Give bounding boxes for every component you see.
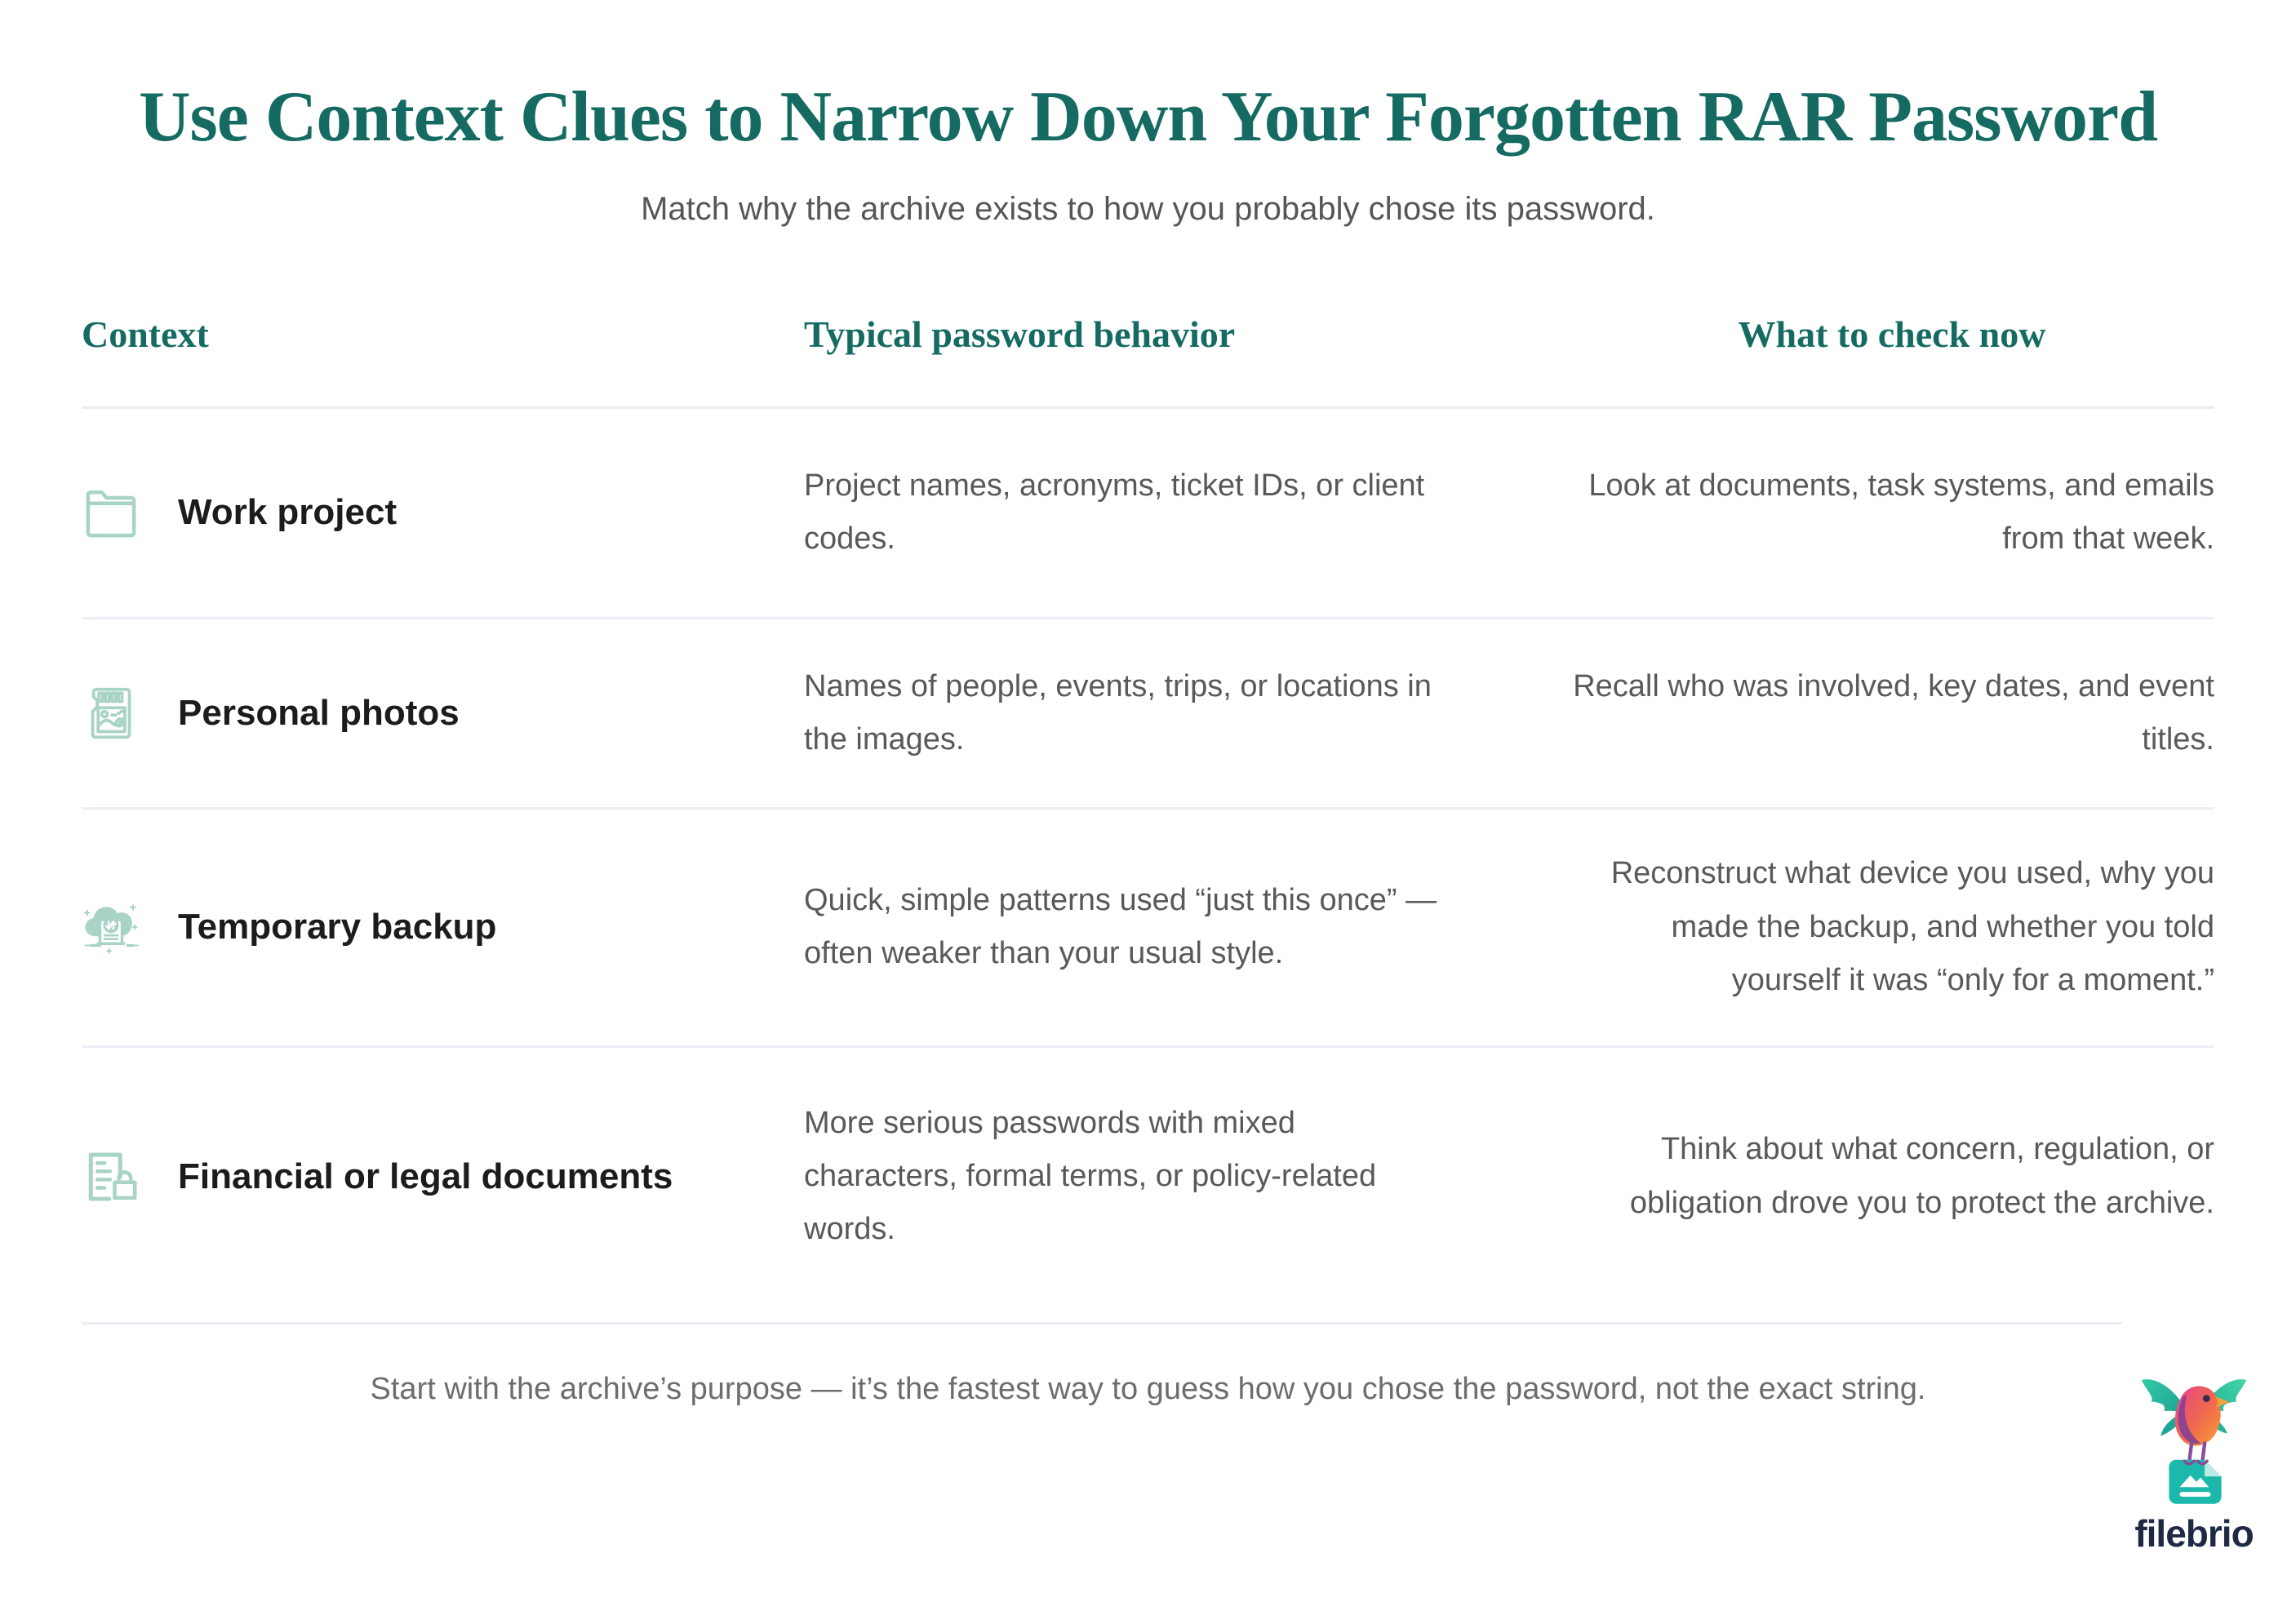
column-header-behavior: Typical password behavior	[804, 313, 1236, 355]
filebrio-logo	[2125, 1365, 2263, 1555]
context-cell	[82, 684, 804, 743]
behavior-text: More serious passwords with mixed characters, formal terms, or policy-related words.	[804, 1105, 1377, 1247]
table-row	[82, 409, 2214, 619]
column-header-check: What to check now	[1738, 313, 2046, 355]
footer-divider	[82, 1322, 2122, 1325]
context-label: Financial or legal documents	[178, 1156, 673, 1196]
table-row	[82, 1048, 2214, 1322]
context-label: Temporary backup	[178, 907, 497, 947]
context-cell	[82, 483, 804, 542]
check-text: Look at documents, task systems, and emails from that week.	[1588, 468, 2214, 557]
context-table	[82, 313, 2214, 1322]
table-header-row	[82, 313, 2214, 409]
filebrio-bird-icon	[2129, 1365, 2258, 1510]
column-header-context: Context	[82, 313, 209, 355]
check-text: Recall who was involved, key dates, and event titles.	[1573, 668, 2214, 757]
context-cell	[82, 898, 804, 956]
table-row	[82, 619, 2214, 810]
context-cell	[82, 1147, 804, 1206]
context-label: Work project	[178, 492, 397, 533]
brand-wordmark: filebrio	[2134, 1512, 2254, 1555]
page-subtitle: Match why the archive exists to how you probably chose its password.	[641, 191, 1655, 227]
check-text: Reconstruct what device you used, why you made the backup, and whether you told yourself it was “only for a moment.”	[1610, 856, 2214, 998]
behavior-text: Quick, simple patterns used “just this once” — often weaker than your usual style.	[804, 883, 1437, 971]
document-lock-icon	[82, 1147, 140, 1206]
context-label: Personal photos	[178, 693, 460, 734]
footer-note: Start with the archive’s purpose — it’s the fastest way to guess how you chose the password, not the exact string.	[370, 1371, 1926, 1406]
memory-card-photo-icon	[82, 684, 140, 743]
page-title: Use Context Clues to Narrow Down Your Forgotten RAR Password	[138, 78, 2158, 157]
check-text: Think about what concern, regulation, or obligation drove you to protect the archive.	[1629, 1132, 2214, 1220]
behavior-text: Names of people, events, trips, or locations in the images.	[804, 668, 1432, 757]
cloud-backup-icon	[82, 898, 140, 956]
behavior-text: Project names, acronyms, ticket IDs, or client codes.	[804, 468, 1425, 557]
folder-icon	[82, 483, 140, 542]
table-row	[82, 810, 2214, 1047]
